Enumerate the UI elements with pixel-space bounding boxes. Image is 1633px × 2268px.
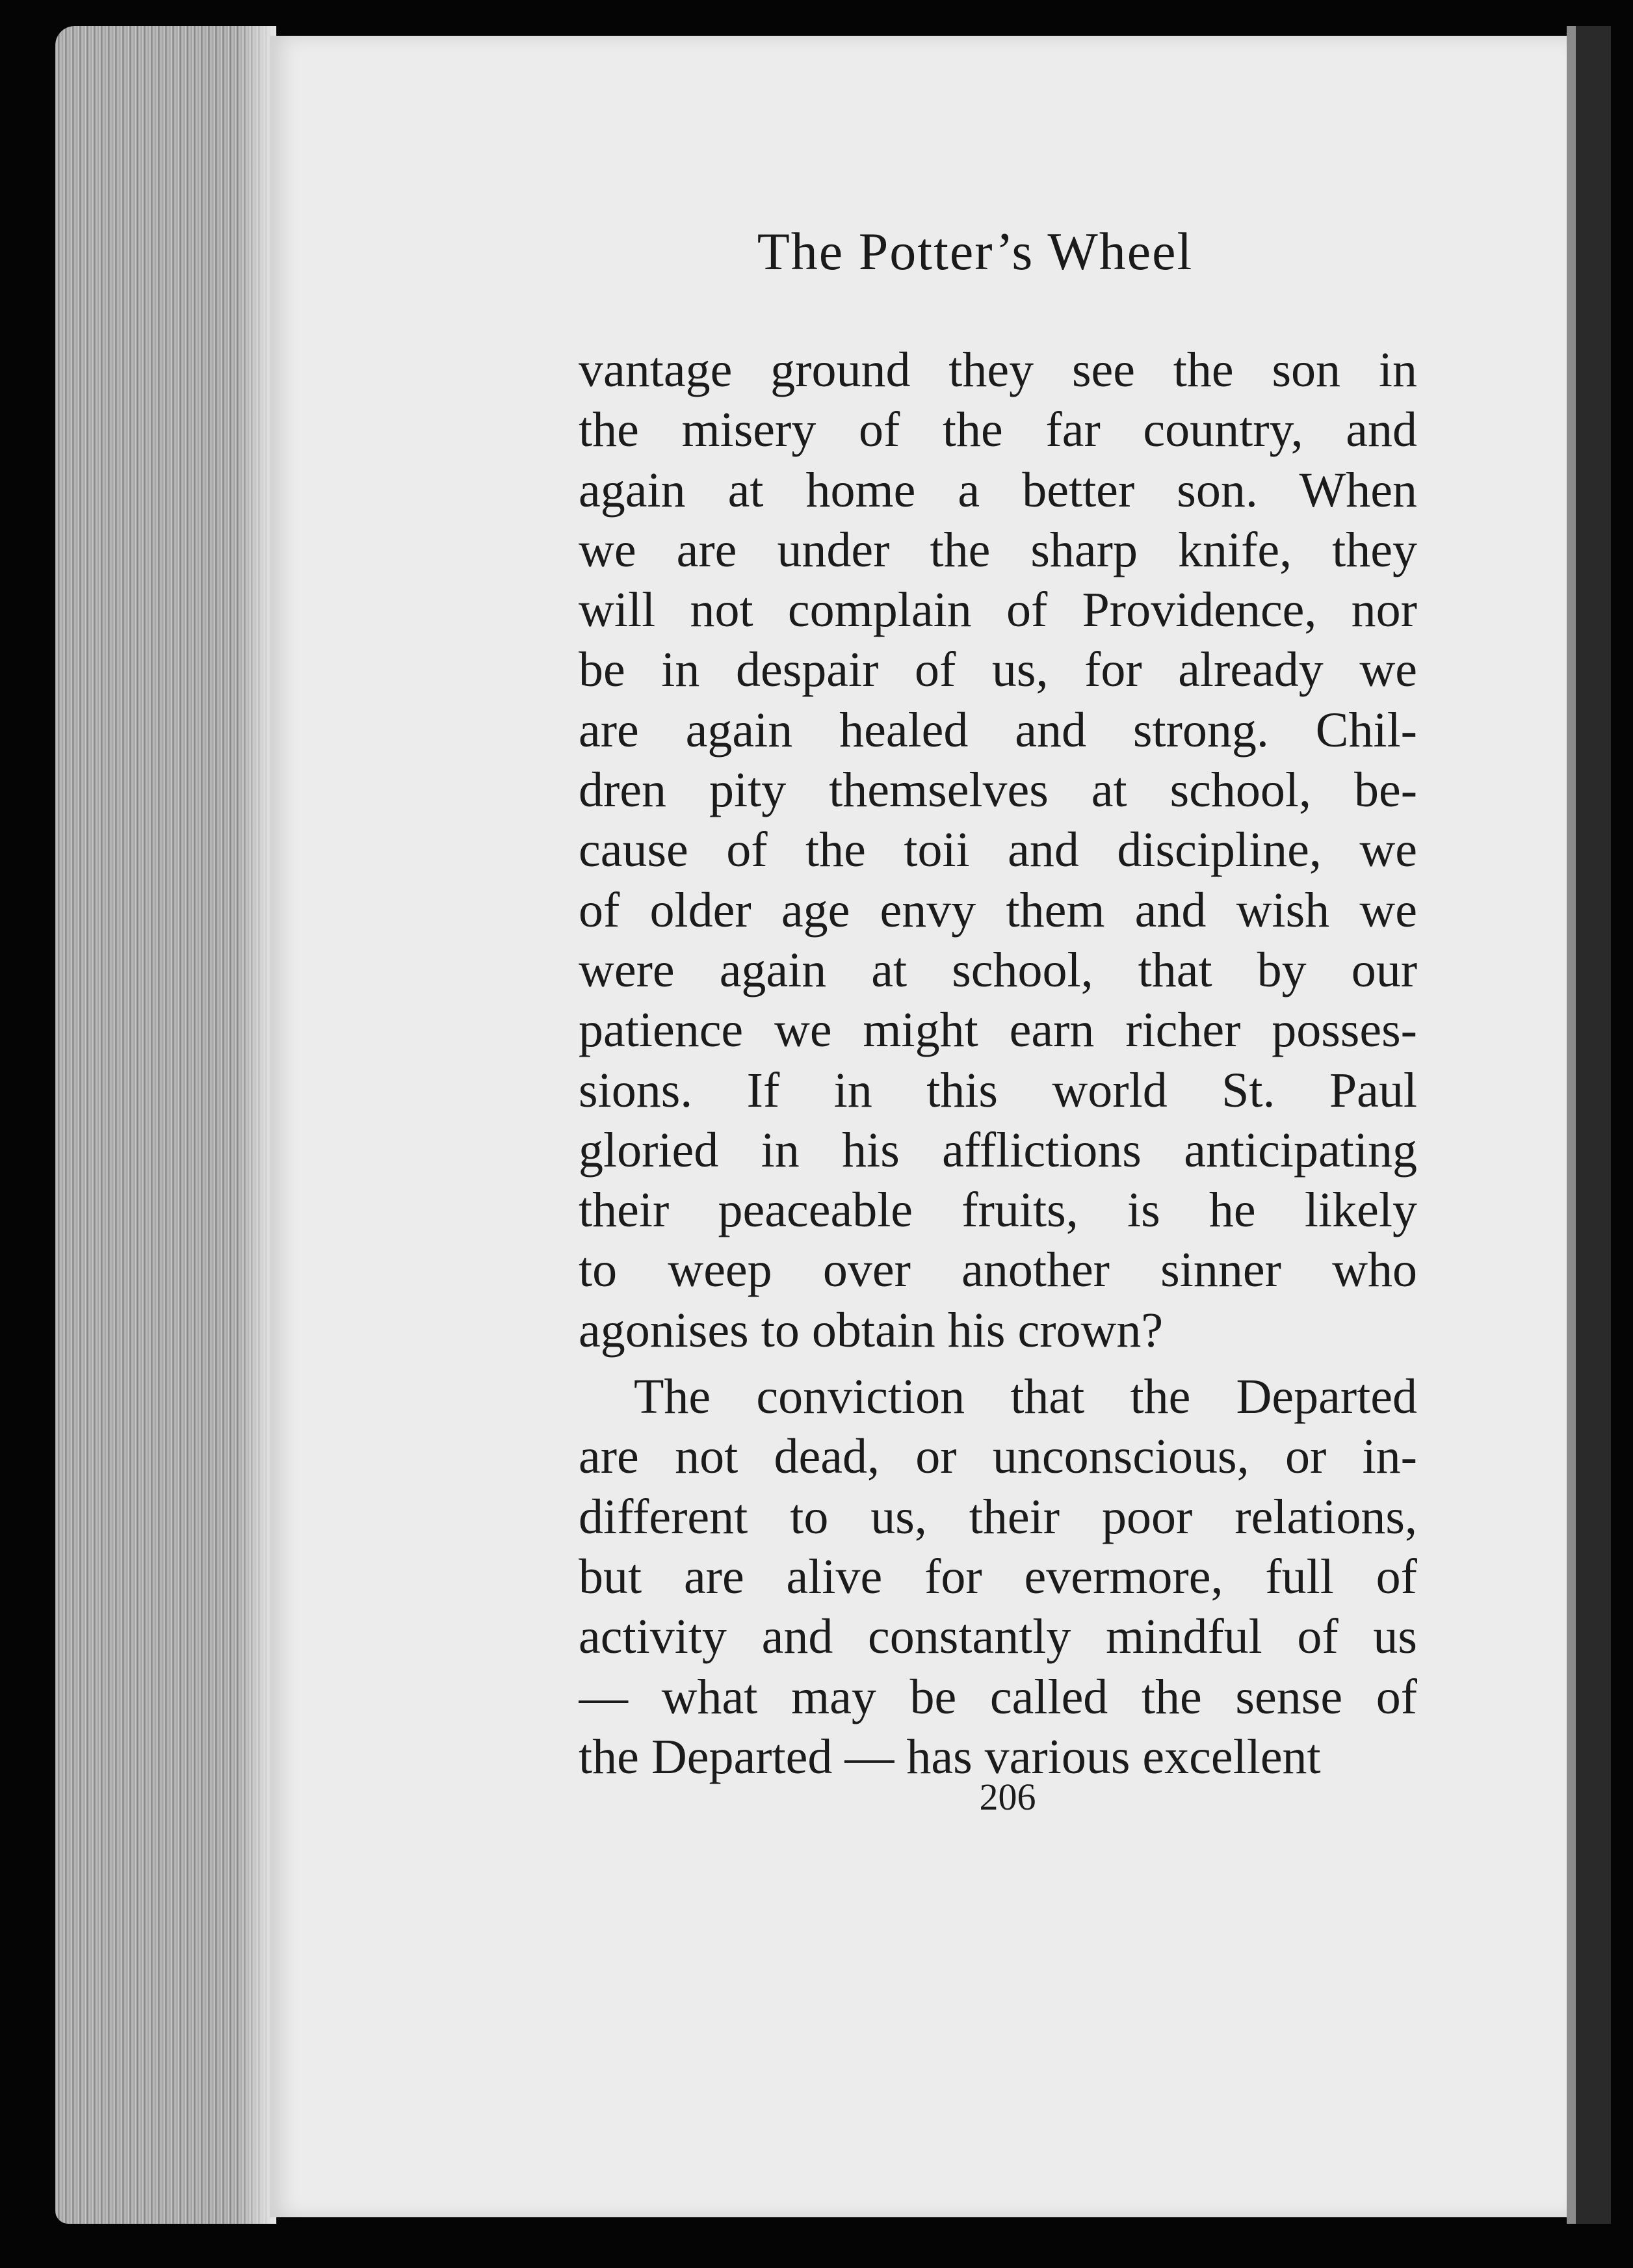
page-number: 206 (979, 1776, 1036, 1818)
text-line: the misery of the far country, and (579, 402, 1417, 458)
paragraph-1 (579, 340, 1417, 1360)
page-right-edge (1567, 26, 1576, 2224)
text-line: were again at school, that by our (579, 942, 1417, 997)
text-line: dren pity themselves at school, be- (579, 763, 1417, 818)
text-line: again at home a better son. When (579, 462, 1417, 518)
running-head: The Potter’s Wheel (757, 222, 1194, 281)
text-line: be in despair of us, for already we (579, 642, 1417, 698)
body-text (579, 340, 1417, 1787)
paragraph-gap (579, 1360, 1417, 1367)
page-edges (55, 26, 276, 2224)
text-line: the Departed — has various excellent (579, 1729, 1321, 1784)
paragraph-2 (579, 1367, 1417, 1787)
text-line: patience we might earn richer posses- (579, 1003, 1417, 1058)
text-line: The conviction that the Departed (634, 1369, 1417, 1425)
text-line: their peaceable fruits, is he likely (579, 1183, 1417, 1238)
text-line: of older age envy them and wish we (579, 882, 1417, 938)
text-line: gloried in his afflictions anticipating (579, 1122, 1417, 1178)
text-line: to weep over another sinner who (579, 1243, 1417, 1298)
binding-shadow (1572, 26, 1611, 2224)
text-line: cause of the toii and discipline, we (579, 823, 1417, 878)
text-line: we are under the sharp knife, they (579, 522, 1417, 577)
text-line: vantage ground they see the son in (579, 343, 1417, 397)
text-line: are not dead, or unconscious, or in- (579, 1429, 1417, 1484)
text-line: different to us, their poor relations, (579, 1489, 1417, 1544)
text-line: activity and constantly mindful of us (579, 1609, 1417, 1665)
text-line: will not complain of Providence, nor (579, 583, 1417, 638)
text-line: but are alive for evermore, full of (579, 1549, 1417, 1604)
text-line: sions. If in this world St. Paul (579, 1062, 1417, 1118)
text-line: agonises to obtain his crown? (579, 1302, 1164, 1358)
text-line: are again healed and strong. Chil- (579, 702, 1417, 758)
text-line: — what may be called the sense of (579, 1669, 1417, 1724)
